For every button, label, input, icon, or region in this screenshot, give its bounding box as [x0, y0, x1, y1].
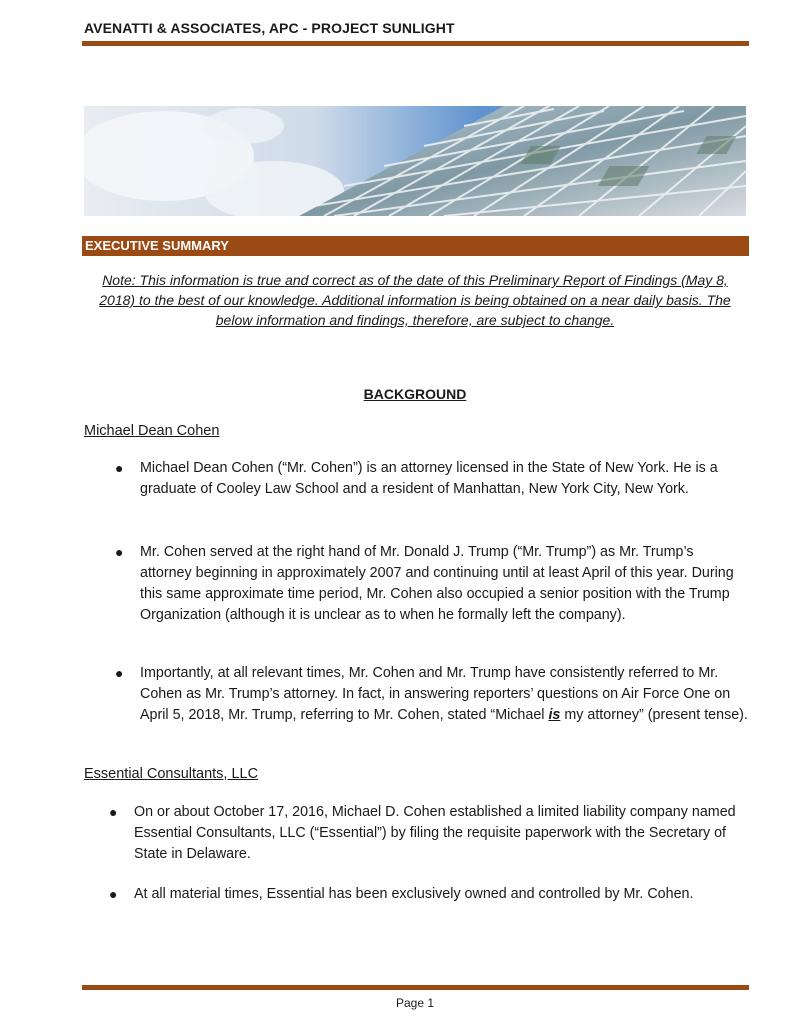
bullet-icon: ● [109, 886, 118, 902]
subheading-michael-dean-cohen: Michael Dean Cohen [84, 423, 220, 439]
header-divider [82, 41, 749, 46]
list-item-text: Mr. Cohen served at the right hand of Mr. Donald J. Trump (“Mr. Trump”) as Mr. Trump’s attorney beginning in approximately 2007 and continuing until at least April of this year. During this same approximate time period, Mr. Cohen also occupied a senior position with the Trump Organization (although it is unclear as to when he formally left the company). [140, 544, 734, 623]
background-heading: BACKGROUND [363, 386, 467, 402]
building-sky-graphic [84, 106, 746, 216]
executive-summary-heading: EXECUTIVE SUMMARY [82, 236, 749, 256]
list-item [109, 884, 748, 905]
banner-image [84, 106, 746, 216]
disclaimer-note: Note: This information is true and correct as of the date of this Preliminary Report of Findings (May 8, 2018) to the best of our knowledge. Additional information is being obtained on a near daily basis. The below information and findings, therefore, are subject to change. [99, 272, 731, 328]
list-item-text: Importantly, at all relevant times, Mr. Cohen and Mr. Trump have consistently referred to Mr. Cohen as Mr. Trump’s attorney. In fact, in answering reporters’ questions on Air Force One on April 5, 2018, Mr. Trump, referring to Mr. Cohen, stated “Michael is my attorney” (present tense). [140, 665, 748, 723]
list-item-text: On or about October 17, 2016, Michael D. Cohen established a limited liability company named Essential Consultants, LLC (“Essential”) by filing the requisite paperwork with the Secretary of State in Delaware. [134, 804, 736, 862]
emphasis-is: is [548, 707, 561, 723]
footer-divider [82, 985, 749, 990]
bullet-icon: ● [115, 460, 124, 476]
subheading-essential-consultants: Essential Consultants, LLC [84, 766, 259, 782]
document-header-title: AVENATTI & ASSOCIATES, APC - PROJECT SUNLIGHT [84, 20, 455, 36]
list-item-text: Michael Dean Cohen (“Mr. Cohen”) is an attorney licensed in the State of New York. He is a graduate of Cooley Law School and a resident of Manhattan, New York City, New York. [140, 460, 718, 497]
list-item [115, 542, 748, 626]
list-item-text: At all material times, Essential has been exclusively owned and controlled by Mr. Cohen. [134, 886, 694, 902]
bullet-icon: ● [115, 665, 124, 681]
bullet-icon: ● [109, 804, 118, 820]
bullet-icon: ● [115, 544, 124, 560]
list-item [115, 663, 748, 726]
list-item [109, 802, 748, 865]
list-item [115, 458, 748, 500]
page-number: Page 1 [395, 996, 435, 1010]
